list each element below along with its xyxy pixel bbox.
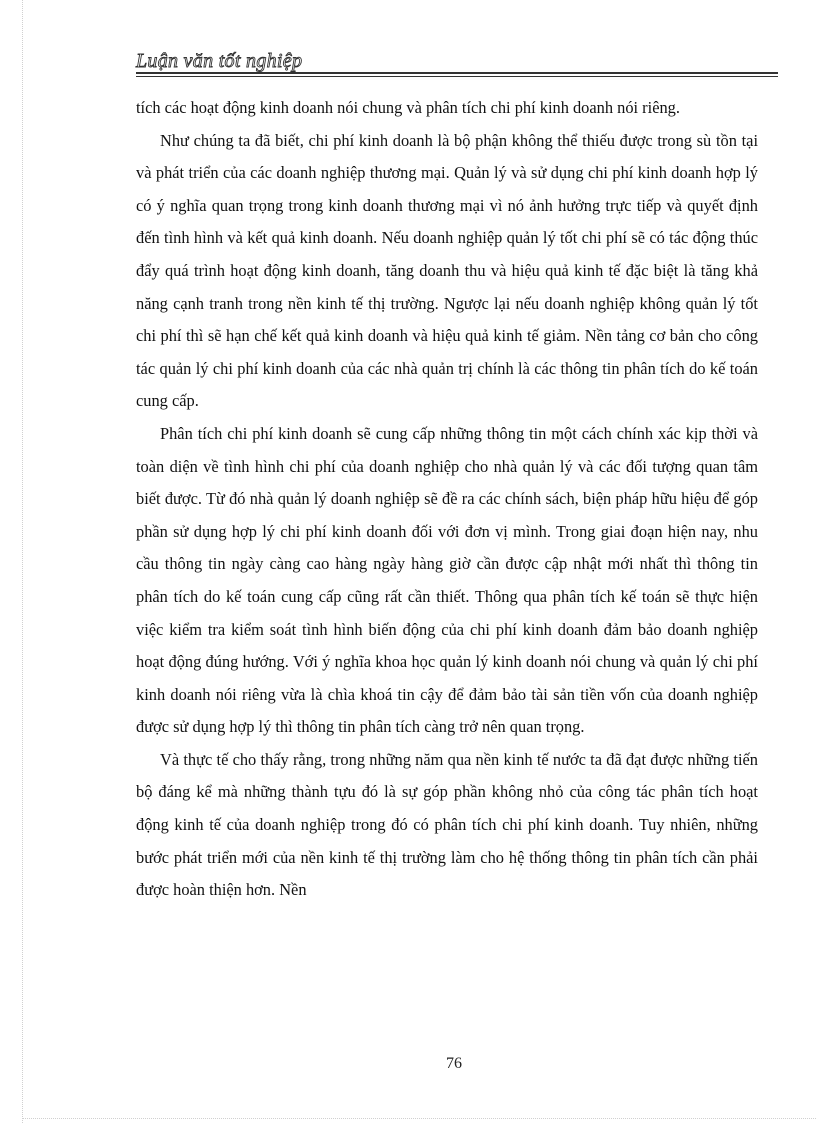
header-rule-thick xyxy=(136,72,778,74)
page-header xyxy=(136,49,778,79)
page-border-left xyxy=(22,0,23,1123)
page-border-bottom xyxy=(22,1118,816,1119)
document-body xyxy=(136,92,758,907)
paragraph: Và thực tế cho thấy rằng, trong những năm qua nền kinh tế nước ta đã đạt được những tiến bộ đáng kể mà những thành tựu đó là sự góp phần không nhỏ của công tác phân tích hoạt động kinh tế của doanh nghiệp trong đó có phân tích chi phí kinh doanh. Tuy nhiên, những bước phát triển mới của nền kinh tế thị trường làm cho hệ thống thông tin phân tích cần phải được hoàn thiện hơn. Nền xyxy=(136,749,758,900)
page-number: 76 xyxy=(446,1055,462,1072)
header-title: Luận văn tốt nghiệp xyxy=(136,50,303,72)
paragraph: Như chúng ta đã biết, chi phí kinh doanh là bộ phận không thể thiếu được trong sù tồn tại và phát triển của các doanh nghiệp thương mại. Quản lý và sử dụng chi phí kinh doanh hợp lý có ý nghĩa quan trọng trong kinh doanh thương mại vì nó ảnh hưởng trực tiếp và quyết định đến tình hình và kết quả kinh doanh. Nếu doanh nghiệp quản lý tốt chi phí sẽ có tác động thúc đẩy quá trình hoạt động kinh doanh, tăng doanh thu và hiệu quả kinh tế đặc biệt là tăng khả năng cạnh tranh trong nền kinh tế thị trường. Ngược lại nếu doanh nghiệp không quản lý tốt chi phí thì sẽ hạn chế kết quả kinh doanh và hiệu quả kinh tế giảm. Nền tảng cơ bản cho công tác quản lý chi phí kinh doanh của các nhà quản trị chính là các thông tin phân tích do kế toán cung cấp. xyxy=(136,130,758,411)
header-rule-thin xyxy=(136,76,778,77)
paragraph: Phân tích chi phí kinh doanh sẽ cung cấp những thông tin một cách chính xác kịp thời và toàn diện về tình hình chi phí của doanh nghiệp cho nhà quản lý và các đối tượng quan tâm biết được. Từ đó nhà quản lý doanh nghiệp sẽ đề ra các chính sách, biện pháp hữu hiệu để góp phần sử dụng hợp lý chi phí kinh doanh đối với đơn vị mình. Trong giai đoạn hiện nay, nhu cầu thông tin ngày càng cao hàng ngày hàng giờ cần được cập nhật mới nhất thì thông tin phân tích do kế toán cung cấp cũng rất cần thiết. Thông qua phân tích kế toán sẽ thực hiện việc kiểm tra kiểm soát tình hình biến động của chi phí kinh doanh đảm bảo doanh nghiệp hoạt động đúng hướng. Với ý nghĩa khoa học quản lý kinh doanh nói chung và quản lý chi phí kinh doanh nói riêng vừa là chìa khoá tin cậy để đảm bảo tài sản tiền vốn của doanh nghiệp được sử dụng hợp lý thì thông tin phân tích càng trở nên quan trọng. xyxy=(136,423,758,737)
paragraph-continuation: tích các hoạt động kinh doanh nói chung và phân tích chi phí kinh doanh nói riêng. xyxy=(136,98,680,117)
